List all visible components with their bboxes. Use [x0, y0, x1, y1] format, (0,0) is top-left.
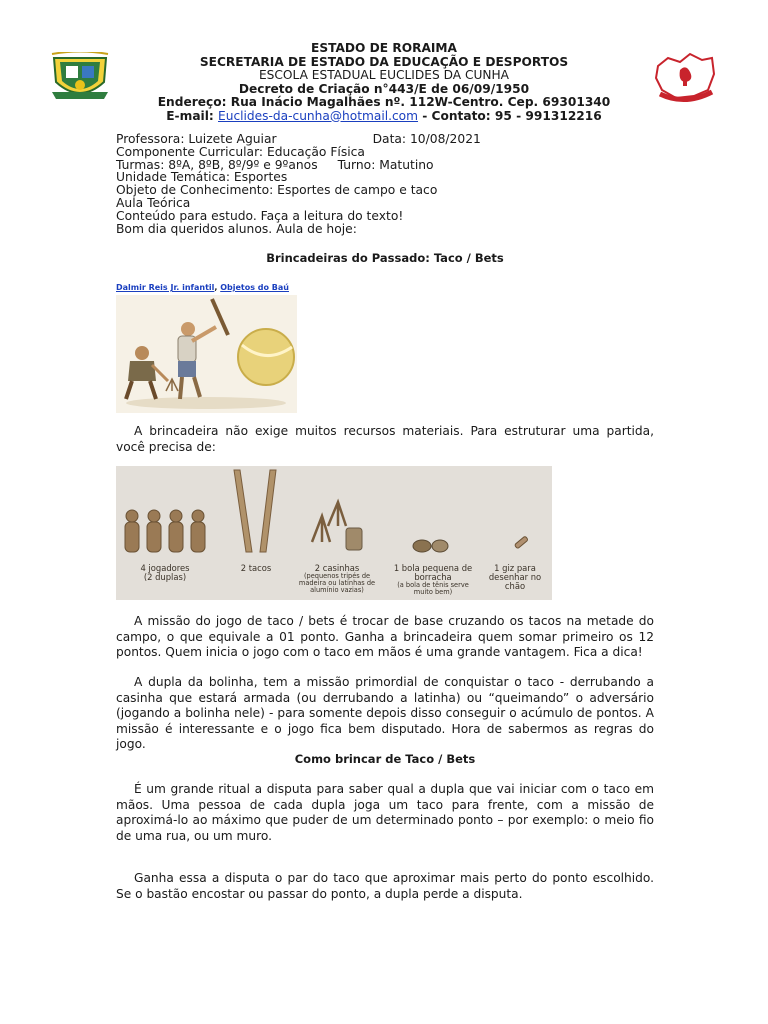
- document-header: [120, 42, 648, 123]
- paragraph-text: A missão do jogo de taco / bets é trocar de base cruzando os tacos na metade do campo, o que equivale a 01 ponto. Ganha a brincadeira quem somar primeiro os 12 pontos. Quem inicia o jogo com o taco em mãos é uma grande vantagem. Fica a dica!: [116, 614, 654, 659]
- email-link[interactable]: Euclides-da-cunha@hotmail.com: [218, 108, 419, 123]
- knowledge-object: Objeto de Conhecimento: Esportes de campo e taco: [116, 183, 438, 198]
- header-contact-line: [120, 110, 648, 124]
- header-decree: Decreto de Criação n°443/E de 06/09/1950: [238, 81, 530, 96]
- thematic-unit: Unidade Temática: Esportes: [116, 170, 288, 185]
- label-players-text: 4 jogadores: [140, 563, 190, 573]
- paragraph-ritual: [116, 782, 654, 844]
- study-instruction: Conteúdo para estudo. Faça a leitura do texto!: [116, 208, 404, 223]
- label-giz: 1 giz para desenhar no chão: [488, 563, 542, 591]
- paragraph-dispute: [116, 871, 654, 902]
- label-bola-text: 1 bola pequena de borracha: [393, 563, 473, 582]
- shift: Turno: Matutino: [337, 157, 434, 172]
- credit-separator: ,: [214, 283, 221, 292]
- greeting: Bom dia queridos alunos. Aula de hoje:: [116, 221, 357, 236]
- materials-illustration: [116, 466, 552, 600]
- header-address: Endereço: Rua Inácio Magalhães nº. 112W-Centro. Cep. 69301340: [157, 95, 611, 109]
- header-school-name: ESCOLA ESTADUAL EUCLIDES DA CUNHA: [258, 68, 510, 82]
- header-secretariat: SECRETARIA DE ESTADO DA EDUCAÇÃO E DESPORTOS: [199, 54, 569, 69]
- paragraph-text: A dupla da bolinha, tem a missão primordial de conquistar o taco - derrubando a casinha que estará armada (ou derrubando a latinha) ou “queimando” o adversário (jogando a bolinha nele) - para somente depois disso conseguir o acúmulo de pontos. A missão é interessante e o jogo fica bem disputado. Hora de sabermos as regras do jogo.: [116, 675, 654, 751]
- school-crest-right-logo: [650, 50, 720, 106]
- teacher-name: Professora: Luizete Aguiar: [116, 132, 277, 146]
- label-casinhas-text: 2 casinhas: [314, 563, 360, 573]
- lesson-info: [116, 133, 676, 235]
- contact-phone: - Contato: 95 - 991312216: [418, 108, 602, 123]
- credit-author-link[interactable]: Dalmir Reis Jr. infantil: [116, 283, 215, 292]
- label-players-sub: (2 duplas): [143, 572, 187, 582]
- lesson-date: Data: 10/08/2021: [372, 132, 481, 146]
- email-label: E-mail:: [166, 108, 219, 123]
- label-players: [120, 564, 210, 582]
- lesson-type: Aula Teórica: [116, 195, 191, 210]
- label-casinhas-sub: (pequenos tripés de madeira ou latinhas de alumínio vazias): [298, 572, 376, 594]
- section-title-como-brincar: Como brincar de Taco / Bets: [294, 752, 476, 766]
- paragraph-text: É um grande ritual a disputa para saber qual a dupla que vai iniciar com o taco em mãos. Uma pessoa de cada dupla joga um taco para frente, com a missão de aproximá-lo ao máximo que puder de um determinado ponto – por exemplo: o meio fio de uma rua, ou um muro.: [116, 782, 654, 843]
- curricular-component: Componente Curricular: Educação Física: [116, 144, 365, 159]
- paragraph-materials-intro: [116, 424, 654, 455]
- image-credit: [116, 283, 289, 292]
- taco-game-illustration: [116, 295, 297, 413]
- label-casinhas: [290, 564, 384, 594]
- label-tacos: 2 tacos: [240, 563, 272, 573]
- paragraph-ball-pair: [116, 675, 654, 753]
- classes: Turmas: 8ºA, 8ºB, 8º/9º e 9ºanos: [116, 157, 318, 172]
- header-state: ESTADO DE RORAIMA: [311, 41, 457, 55]
- paragraph-text: Ganha essa a disputa o par do taco que aproximar mais perto do ponto escolhido. Se o bastão encostar ou passar do ponto, a dupla perde a disputa.: [116, 871, 654, 901]
- label-bola: [392, 564, 474, 596]
- paragraph-mission: [116, 614, 654, 661]
- label-bola-sub: (a bola de tênis serve muito bem): [397, 581, 469, 596]
- credit-category-link[interactable]: Objetos do Baú: [220, 283, 289, 292]
- paragraph-text: A brincadeira não exige muitos recursos materiais. Para estruturar uma partida, você precisa de:: [116, 424, 654, 454]
- section-title-brincadeiras: Brincadeiras do Passado: Taco / Bets: [266, 251, 504, 265]
- school-crest-left-logo: [50, 52, 110, 104]
